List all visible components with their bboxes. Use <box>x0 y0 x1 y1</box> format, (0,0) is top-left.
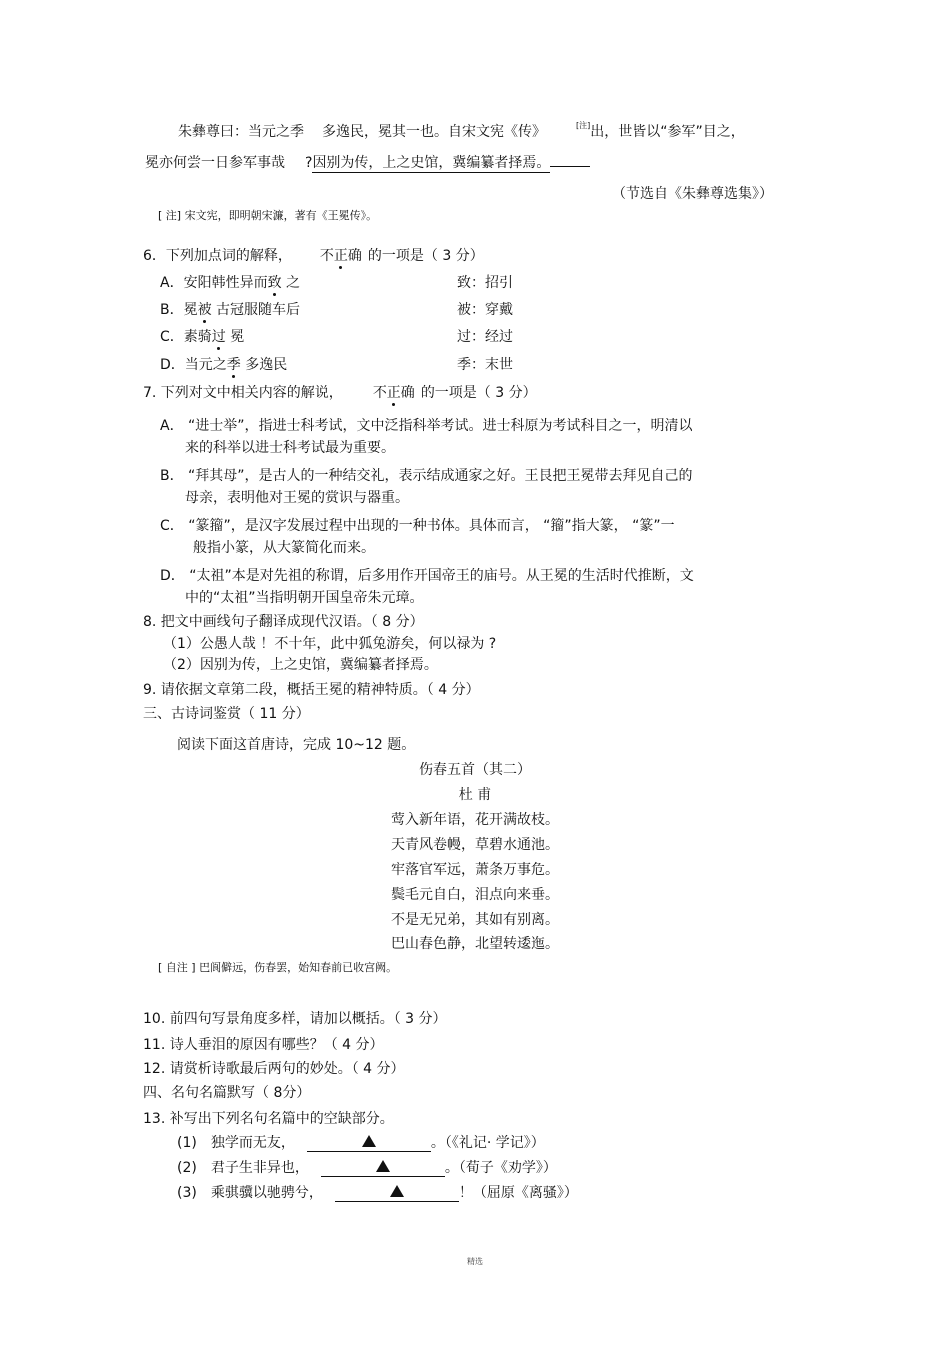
q7-option-c-line1: C． “篆籀”，是汉字发展过程中出现的一种书体。具体而言， “籀”指大篆， “篆”一 <box>160 518 675 534</box>
q7-option-a-line2: 来的科举以进士科考试最为重要。 <box>185 440 395 456</box>
triangle-icon <box>362 1135 376 1147</box>
passage-source: （节选自《朱彝尊选集》） <box>612 186 773 202</box>
underlined-sentence: 因别为传，上之史馆，冀编纂者择焉。 <box>312 155 551 171</box>
item-number: (2) <box>177 1160 197 1176</box>
q7-stem-text: 7. 下列对文中相关内容的解说， <box>143 385 343 401</box>
q8-sentence-2: （2）因别为传，上之史馆，冀编纂者择焉。 <box>163 657 438 673</box>
poem-line: 不是无兄弟，其如有别离。 <box>391 912 559 928</box>
triangle-icon <box>376 1160 390 1172</box>
q13-stem: 13. 补写出下列名句名篇中的空缺部分。 <box>143 1111 394 1127</box>
option-letter: C． <box>160 329 184 345</box>
option-text: 多逸民 <box>240 357 288 373</box>
passage-text: 多逸民，冕其一也。自宋文宪《传》 <box>322 124 546 140</box>
item-source: ！（屈原《离骚》） <box>458 1185 578 1201</box>
passage-line-1 <box>178 122 745 144</box>
q13-item-2 <box>177 1158 557 1178</box>
option-text: 当元之 <box>184 357 227 373</box>
dotted-word: 季 <box>226 357 241 373</box>
poem-line: 巴山春色静，北望转逶迤。 <box>391 936 559 952</box>
q6-gloss-d: 季：末世 <box>457 357 513 373</box>
poem-title: 伤春五首（其二） <box>419 762 531 778</box>
q6-gloss-a: 致：招引 <box>457 275 513 291</box>
q7-stem-text: 的一项是（ 3 分） <box>420 385 537 401</box>
dotted-word: 过 <box>211 329 226 345</box>
q8-stem: 8. 把文中画线句子翻译成现代汉语。（ 8 分） <box>143 614 424 630</box>
item-number: (1) <box>177 1135 197 1151</box>
q7-option-d-line2: 中的“太祖”当指明朝开国皇帝朱元璋。 <box>185 590 424 606</box>
q10-stem: 10. 前四句写景角度多样，请加以概括。（ 3 分） <box>143 1011 447 1027</box>
section4-title: 四、名句名篇默写（ 8分） <box>143 1085 311 1101</box>
page-footer: 精选 <box>467 1257 483 1266</box>
poem-line: 牢落官军远，萧条万事危。 <box>391 862 559 878</box>
q7-option-b-line1: B． “拜其母”，是古人的一种结交礼，表示结成通家之好。王艮把王冕带去拜见自己的 <box>160 468 693 484</box>
item-number: (3) <box>177 1185 197 1201</box>
note-marker: [注] <box>576 121 591 130</box>
option-letter: D． <box>160 357 185 373</box>
item-source: 。（《礼记· 学记》） <box>430 1135 545 1151</box>
q6-option-d <box>160 355 287 375</box>
q11-stem: 11. 诗人垂泪的原因有哪些？（ 4 分） <box>143 1037 384 1053</box>
passage-text: ? <box>305 155 313 171</box>
option-letter: B． <box>160 302 184 318</box>
item-source: 。（荀子《劝学》） <box>444 1160 557 1176</box>
q7-option-b-line2: 母亲，表明他对王冕的赏识与器重。 <box>185 490 409 506</box>
passage-note: [ 注] 宋文宪，即明朝宋濂，著有《王冕传》。 <box>158 209 378 222</box>
emphasis-text: 不正确 <box>319 248 362 264</box>
q7-option-a-line1: A． “进士举”，指进士科考试，文中泛指科举考试。进士科原为考试科目之一，明清以 <box>160 418 693 434</box>
q6-option-b <box>160 300 300 320</box>
section3-title: 三、古诗词鉴赏（ 11 分） <box>143 706 310 722</box>
triangle-icon <box>390 1185 404 1197</box>
q7-option-d-line1: D． “太祖”本是对先祖的称谓，后多用作开国帝王的庙号。从王冕的生活时代推断，文 <box>160 568 694 584</box>
q7-stem <box>143 383 537 403</box>
dotted-word: 被 <box>197 302 212 318</box>
emphasis-text: 不正确 <box>372 385 415 401</box>
q6-stem <box>143 246 484 266</box>
q6-stem-text: 6．下列加点词的解释， <box>143 248 292 264</box>
q12-stem: 12. 请赏析诗歌最后两句的妙处。（ 4 分） <box>143 1061 405 1077</box>
option-text: 古冠服随车后 <box>211 302 301 318</box>
q9-stem: 9. 请依据文章第二段，概括王冕的精神特质。（ 4 分） <box>143 682 480 698</box>
section3-intro: 阅读下面这首唐诗，完成 10~12 题。 <box>177 737 416 753</box>
passage-line-2 <box>145 153 590 173</box>
poem-line: 莺入新年语，花开满故枝。 <box>391 812 559 828</box>
option-text: 冕 <box>225 329 245 345</box>
q8-sentence-1: （1）公愚人哉 ！不十年，此中狐兔游矣，何以禄为 ? <box>163 636 497 652</box>
q6-gloss-b: 被：穿戴 <box>457 302 513 318</box>
option-text: 安阳韩性异而 <box>183 275 268 291</box>
option-text: 冕 <box>183 302 198 318</box>
poem-line: 天青风卷幔，草碧水通池。 <box>391 837 559 853</box>
q13-item-1 <box>177 1133 545 1153</box>
q6-option-a <box>160 273 300 293</box>
answer-blank[interactable] <box>307 1135 431 1152</box>
passage-text: 出，世皆以“参军”目之， <box>590 124 745 140</box>
item-text: 乘骐骥以驰骋兮， <box>210 1185 323 1201</box>
dotted-word: 致 <box>267 275 282 291</box>
poem-line: 鬓毛元自白，泪点向来垂。 <box>391 887 559 903</box>
q13-item-3 <box>177 1183 578 1203</box>
option-text: 之 <box>281 275 301 291</box>
poem-author: 杜 甫 <box>458 787 492 803</box>
option-letter: A． <box>160 275 184 291</box>
q6-stem-text: 的一项是（ 3 分） <box>367 248 484 264</box>
q6-gloss-c: 过：经过 <box>457 329 513 345</box>
q6-option-c <box>160 327 244 347</box>
passage-text: 冕亦何尝一日参军事哉 <box>145 155 285 171</box>
answer-blank[interactable] <box>321 1160 445 1177</box>
poem-note: [ 自注 ] 巴阆僻远，伤春罢，始知春前已收宫阙。 <box>158 961 398 974</box>
option-text: 素骑 <box>183 329 212 345</box>
item-text: 君子生非异也， <box>210 1160 309 1176</box>
passage-text: 朱彝尊曰：当元之季 <box>178 124 304 140</box>
q7-option-c-line2: 般指小篆，从大篆简化而来。 <box>193 540 375 556</box>
item-text: 独学而无友， <box>210 1135 295 1151</box>
answer-blank[interactable] <box>335 1185 459 1202</box>
